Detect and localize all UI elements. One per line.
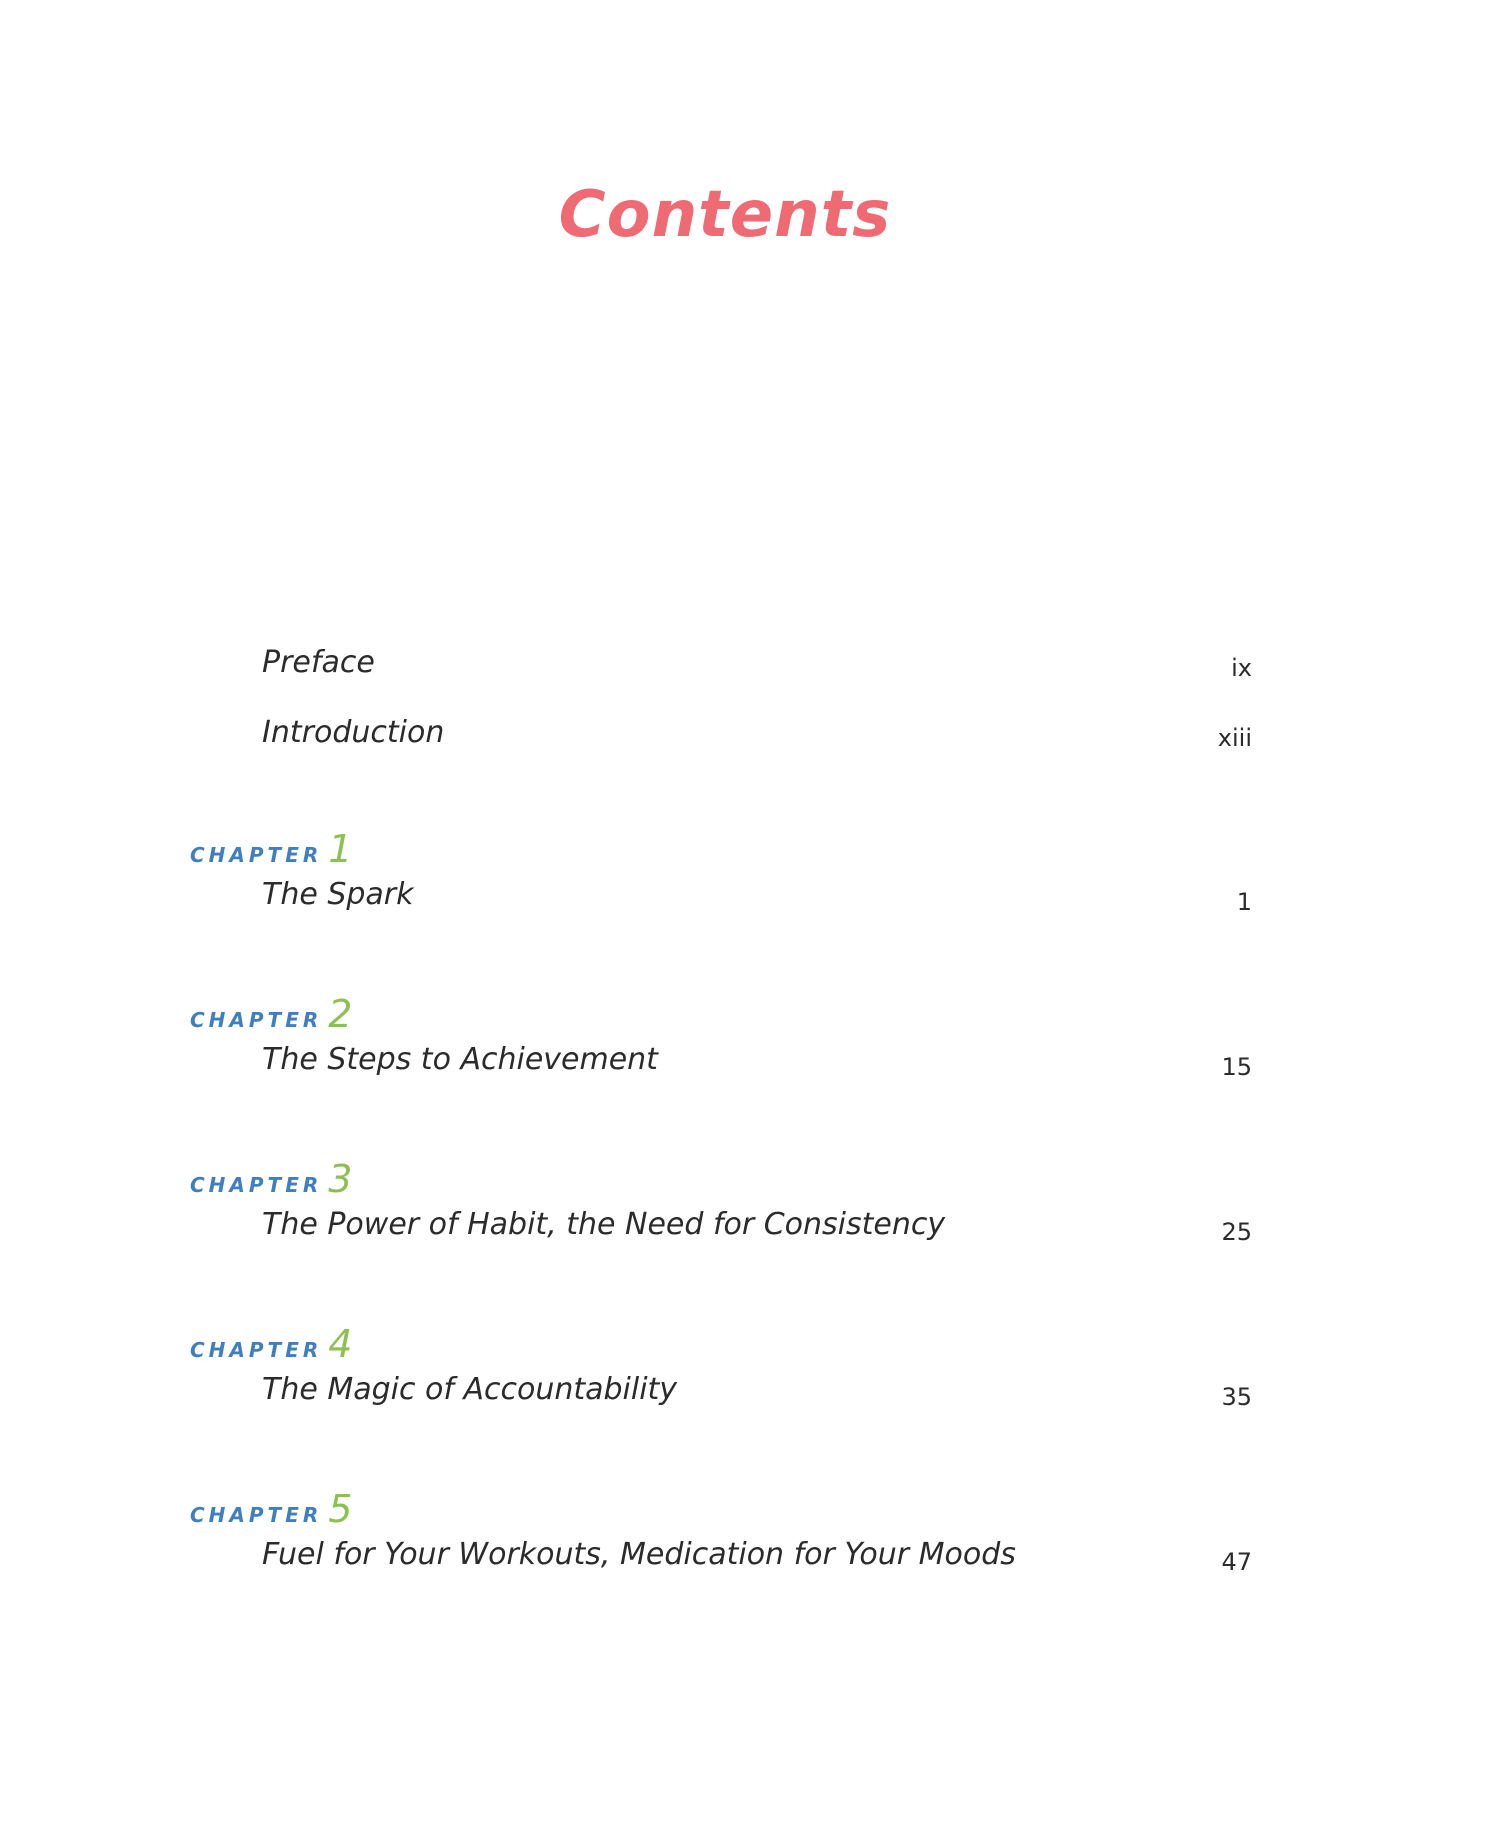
- entry-page-number: 15: [1221, 1053, 1252, 1081]
- entry-title: Introduction: [262, 715, 445, 750]
- entry-page-number: 25: [1221, 1218, 1252, 1246]
- chapter-word: CHAPTER: [190, 1503, 323, 1527]
- toc-entry-introduction[interactable]: [262, 715, 1252, 758]
- chapter-word: CHAPTER: [190, 843, 323, 867]
- chapter-word: CHAPTER: [190, 1338, 323, 1362]
- entry-title: Preface: [262, 645, 375, 680]
- chapter-label: [190, 992, 353, 1036]
- chapter-label: [190, 1322, 353, 1366]
- chapter-title: The Magic of Accountability: [262, 1372, 678, 1407]
- chapter-number: 1: [328, 827, 353, 871]
- chapter-word: CHAPTER: [190, 1173, 323, 1197]
- chapter-title: Fuel for Your Workouts, Medication for Your Moods: [262, 1537, 1016, 1572]
- toc-chapter-5[interactable]: [190, 1487, 1252, 1600]
- chapter-title: The Spark: [262, 877, 414, 912]
- chapter-number: 5: [328, 1487, 353, 1531]
- chapter-label: [190, 1487, 353, 1531]
- chapter-number: 2: [328, 992, 353, 1036]
- entry-page-number: xiii: [1217, 724, 1252, 752]
- page-title: Contents: [558, 177, 892, 252]
- toc-chapter-3[interactable]: [190, 1157, 1252, 1270]
- chapter-title: The Steps to Achievement: [262, 1042, 658, 1077]
- entry-page-number: ix: [1231, 654, 1252, 682]
- chapter-label: [190, 1157, 353, 1201]
- chapter-number: 4: [328, 1322, 353, 1366]
- toc-entry-preface[interactable]: [262, 645, 1252, 688]
- entry-page-number: 1: [1236, 888, 1252, 916]
- toc-chapter-4[interactable]: [190, 1322, 1252, 1435]
- entry-page-number: 47: [1221, 1548, 1252, 1576]
- chapter-label: [190, 827, 353, 871]
- chapter-number: 3: [328, 1157, 353, 1201]
- toc-chapter-2[interactable]: [190, 992, 1252, 1105]
- chapter-title: The Power of Habit, the Need for Consistency: [262, 1207, 946, 1242]
- entry-page-number: 35: [1221, 1383, 1252, 1411]
- chapter-word: CHAPTER: [190, 1008, 323, 1032]
- toc-chapter-1[interactable]: [190, 827, 1252, 940]
